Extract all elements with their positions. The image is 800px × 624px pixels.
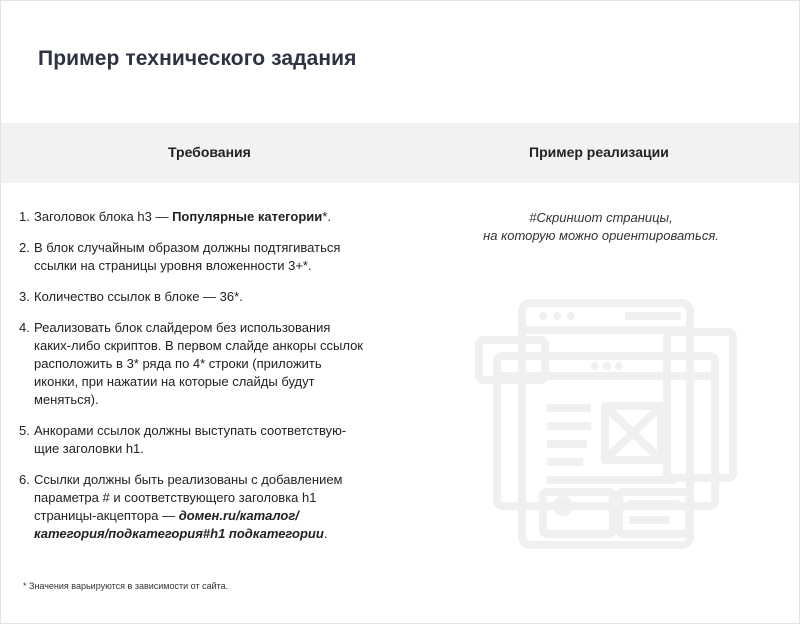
requirement-text (34, 288, 399, 306)
caption-line: #Скриншот страницы, (529, 210, 673, 225)
text-line (34, 525, 399, 543)
requirement-text (34, 319, 399, 409)
text-line: Ссылки должны быть реализованы с добавлением (34, 472, 343, 487)
text-line (34, 507, 399, 525)
example-caption (441, 209, 761, 245)
requirement-text (34, 422, 399, 458)
text-line: каких-либо скриптов. В первом слайде анкоры ссылок (34, 338, 363, 353)
footnote: * Значения варьируются в зависимости от сайта. (23, 581, 229, 591)
text-segment: Заголовок блока h3 — (34, 209, 173, 224)
requirement-number: 4. (19, 320, 30, 335)
column-header-example: Пример реализации (529, 144, 669, 160)
text-line: ссылки на страницы уровня вложенности 3+*. (34, 258, 312, 273)
requirement-item-4 (19, 319, 399, 409)
requirement-item-2 (19, 239, 399, 275)
requirement-item-5 (19, 422, 399, 458)
page-title: Пример технического задания (38, 47, 357, 70)
url-segment: категория/подкатегория#h1 подкатегории (34, 526, 324, 541)
text-line: меняться). (34, 392, 99, 407)
requirement-number: 3. (19, 289, 30, 304)
text-segment: страницы-акцептора — (34, 508, 179, 523)
requirement-number: 1. (19, 209, 30, 224)
text-line: Реализовать блок слайдером без использования (34, 320, 331, 335)
text-segment: *. (322, 209, 331, 224)
text-line: Анкорами ссылок должны выступать соответствую- (34, 423, 347, 438)
bold-segment: Популярные категории (172, 209, 323, 224)
text-line: иконки, при нажатии на которые слайды будут (34, 374, 315, 389)
requirement-item-6 (19, 471, 399, 543)
text-line: расположить в 3* ряда по 4* строки (приложить (34, 356, 322, 371)
url-segment: домен.ru/каталог/ (178, 508, 299, 523)
table-header-band (1, 123, 799, 183)
requirement-number: 2. (19, 240, 30, 255)
requirements-list (19, 208, 399, 556)
requirement-text (34, 209, 331, 224)
text-line: В блок случайным образом должны подтягиваться (34, 240, 341, 255)
caption-line: на которую можно ориентироваться. (483, 228, 719, 243)
requirement-text (34, 471, 399, 543)
requirement-item-3 (19, 288, 399, 306)
requirement-item-1 (19, 208, 399, 226)
requirement-text (34, 239, 399, 275)
requirement-number: 5. (19, 423, 30, 438)
requirement-number: 6. (19, 472, 30, 487)
webpage-wireframe-icon (475, 298, 737, 550)
text-line: щие заголовки h1. (34, 441, 144, 456)
text-segment: . (323, 526, 328, 541)
text-line: Количество ссылок в блоке — 36*. (34, 289, 243, 304)
text-line: параметра # и соответствующего заголовка h1 (34, 490, 317, 505)
column-header-requirements: Требования (168, 144, 251, 160)
